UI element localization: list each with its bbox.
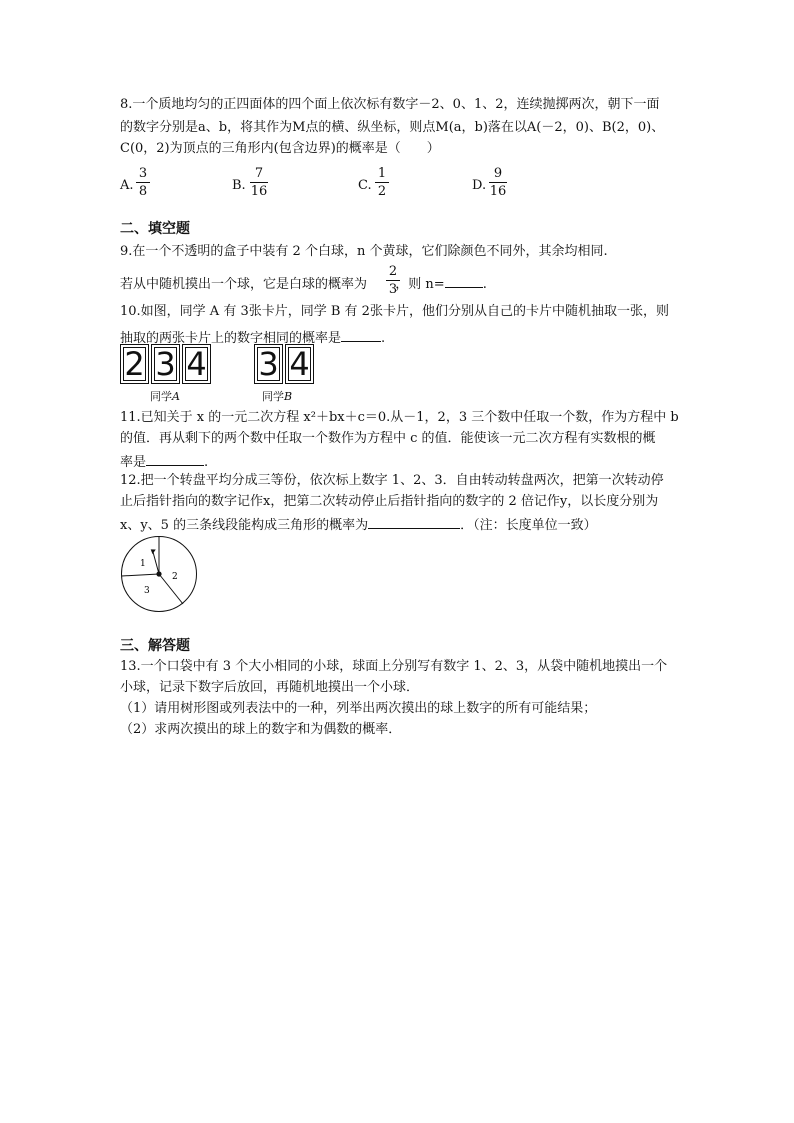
spinner-figure — [120, 535, 200, 615]
spinner-center — [156, 571, 161, 576]
fraction-denominator: 8 — [138, 184, 148, 199]
q13-part-2: （2）求两次摸出的球上的数字和为偶数的概率． — [120, 722, 402, 737]
spinner-label-2: 2 — [172, 572, 178, 582]
spinner-divider — [122, 574, 159, 576]
option-label: B. — [232, 178, 246, 193]
card-number: 3 — [258, 345, 279, 383]
card-b-2 — [285, 344, 314, 384]
q11-line-3-end: . — [204, 455, 209, 470]
option-fraction — [489, 166, 507, 199]
q12-line-2: 止后指针指向的数字记作x，把第二次转动停止后指针指向的数字的 2 倍记作y，以长度分别为 — [120, 494, 659, 509]
q9-line-2-prefix: 若从中随机摸出一个球，它是白球的概率为 — [120, 277, 368, 292]
q11-line-3-text: 率是 — [120, 455, 147, 470]
fraction-denominator: 16 — [250, 184, 268, 199]
option-fraction — [250, 166, 268, 199]
q9-line-2-suffix: ，则 n= — [395, 277, 445, 292]
q10-line-2-text: 抽取的两张卡片上的数字相同的概率是 — [120, 331, 342, 346]
spinner-label-1: 1 — [140, 559, 146, 569]
option-label: A. — [120, 178, 134, 193]
student-label-letter: A — [172, 390, 180, 403]
spinner-divider — [159, 574, 183, 604]
section-title-answer: 三、解答题 — [120, 638, 190, 654]
q10-line-2-end: . — [381, 331, 386, 346]
option-label: C. — [358, 178, 372, 193]
q11-line-3 — [120, 452, 208, 471]
q9-line-2-end: . — [482, 277, 487, 292]
q9-answer-blank — [445, 274, 483, 288]
q13-line-2: 小球，记录下数字后放回，再随机地摸出一个小球． — [120, 680, 420, 695]
q12-line-3-text: x、y、5 的三条线段能构成三角形的概率为 — [120, 518, 369, 533]
student-label-prefix: 同学 — [150, 390, 172, 403]
q11-line-2: 的值．再从剩下的两个数中任取一个数作为方程中 c 的值．能使该一元二次方程有实数根的概 — [120, 431, 656, 446]
spinner-pointer — [153, 552, 159, 574]
q8-line-3: C(0，2)为顶点的三角形内(包含边界)的概率是（ ） — [120, 141, 440, 156]
q8-line-2: 的数字分别是a、b，将其作为M点的横、纵坐标，则点M(a，b)落在以A(－2，0)、B(2，0)、 — [120, 120, 665, 135]
student-label-prefix: 同学 — [262, 390, 284, 403]
fraction-numerator: 1 — [377, 166, 387, 181]
q13-part-1: （1）请用树形图或列表法中的一种，列举出两次摸出的球上数字的所有可能结果； — [120, 701, 597, 716]
card-number: 3 — [155, 345, 176, 383]
spinner-label-3: 3 — [144, 586, 150, 596]
q9-line-2 — [120, 274, 487, 293]
fraction-denominator: 2 — [377, 184, 387, 199]
option-label: D. — [472, 178, 487, 193]
q10-line-1: 10.如图，同学 A 有 3张卡片，同学 B 有 2张卡片，他们分别从自己的卡片中随机抽取一张，则 — [120, 304, 669, 319]
section-title-fill-in: 二、填空题 — [120, 221, 190, 237]
q12-line-3 — [120, 515, 597, 534]
fraction-numerator: 3 — [138, 166, 148, 181]
q10-answer-blank — [341, 328, 381, 342]
card-b-1 — [254, 344, 283, 384]
option-fraction — [375, 166, 389, 199]
q8-line-1: 8.一个质地均匀的正四面体的四个面上依次标有数字－2、0、1、2，连续抛掷两次，朝下一面 — [120, 97, 660, 112]
fraction-numerator: 2 — [388, 264, 398, 279]
q12-answer-blank — [368, 515, 460, 529]
q9-line-1: 9.在一个不透明的盒子中装有 2 个白球，n 个黄球，它们除颜色不同外，其余均相同. — [120, 244, 608, 259]
q11-answer-blank — [146, 452, 204, 466]
card-a-2 — [151, 344, 180, 384]
fraction-numerator: 7 — [254, 166, 264, 181]
card-number: 4 — [289, 345, 310, 383]
card-a-1 — [120, 344, 149, 384]
q13-line-1: 13.一个口袋中有 3 个大小相同的小球，球面上分别写有数字 1、2、3，从袋中随机地摸出一个 — [120, 659, 668, 674]
q12-line-1: 12.把一个转盘平均分成三等份，依次标上数字 1、2、3．自由转动转盘两次，把第一次转动停 — [120, 473, 664, 488]
fraction-numerator: 9 — [493, 166, 503, 181]
option-fraction — [136, 166, 150, 199]
card-a-3 — [182, 344, 211, 384]
student-b-label — [262, 388, 292, 404]
fraction-denominator: 3 — [388, 282, 398, 297]
fraction-denominator: 16 — [489, 184, 507, 199]
q11-line-1: 11.已知关于 x 的一元二次方程 x²＋bx＋c＝0.从－1，2，3 三个数中任取一个数，作为方程中 b — [120, 410, 679, 425]
student-label-letter: B — [284, 390, 293, 403]
q12-line-3-end: ．（注：长度单位一致） — [460, 518, 597, 533]
q9-fraction — [386, 264, 400, 297]
card-number: 2 — [124, 345, 145, 383]
student-a-label — [150, 388, 180, 404]
card-number: 4 — [186, 345, 207, 383]
